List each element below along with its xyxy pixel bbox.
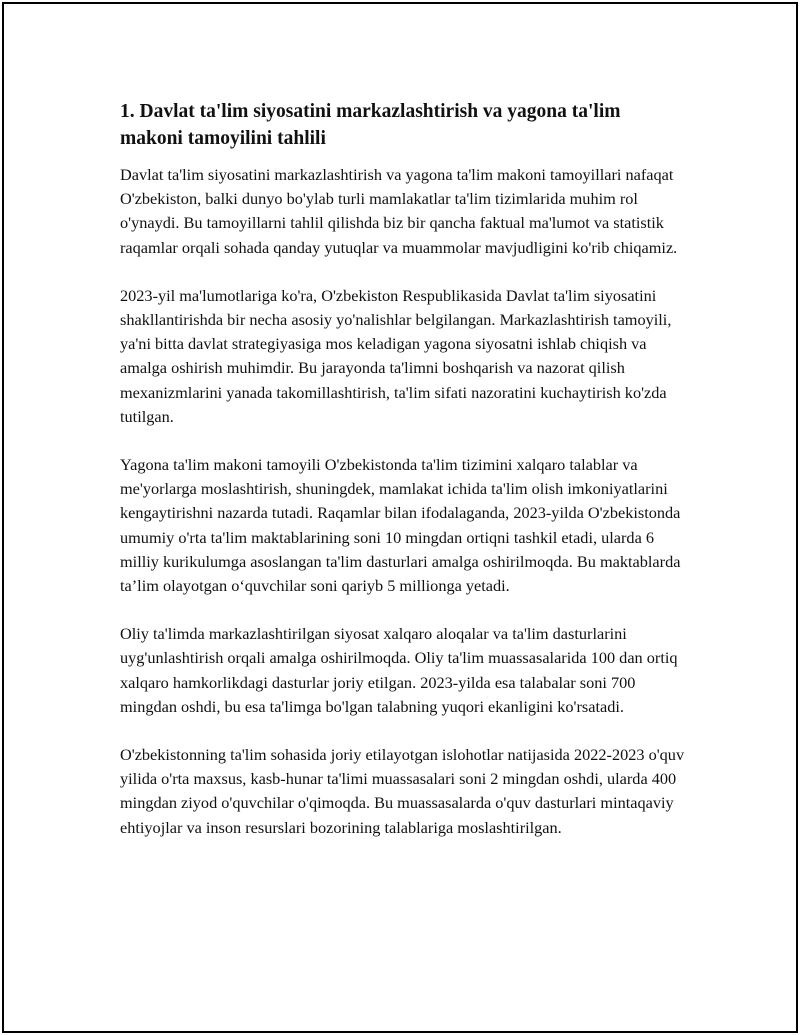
section-heading: 1. Davlat ta'lim siyosatini markazlashtirish va yagona ta'lim makoni tamoyilini tahlili <box>120 101 621 149</box>
page-frame <box>2 2 798 1033</box>
document-body <box>120 98 688 864</box>
paragraph-higher-education: Oliy ta'limda markazlashtirilgan siyosat xalqaro aloqalar va ta'lim dasturlarini uyg'unlashtirish orqali amalga oshirilmoqda. Oliy ta'lim muassasalarida 100 dan ortiq xalqaro hamkorlikdagi dasturlar joriy etilgan. 2023-yilda esa talabalar soni 700 mingdan oshdi, bu esa ta'limga bo'lgan talabning yuqori ekanligini ko'rsatadi. <box>120 624 678 716</box>
paragraph-intro: Davlat ta'lim siyosatini markazlashtirish va yagona ta'lim makoni tamoyillari nafaqat O'zbekiston, balki dunyo bo'ylab turli mamlakatlar ta'lim tizimlarida muhim rol o'ynaydi. Bu tamoyillarni tahlil qilishda biz bir qancha faktual ma'lumot va statistik raqamlar orqali sohada qanday yutuqlar va muammolar mavjudligini ko'rib chiqamiz. <box>120 165 678 257</box>
paragraph-vocational-reforms: O'zbekistonning ta'lim sohasida joriy etilayotgan islohotlar natijasida 2022-2023 o'quv yilida o'rta maxsus, kasb-hunar ta'limi muassasalari soni 2 mingdan oshdi, ularda 400 mingdan ziyod o'quvchilar o'qimoqda. Bu muassasalarda o'quv dasturlari mintaqaviy ehtiyojlar va inson resurslari bozorining talablariga moslashtirilgan. <box>120 745 685 837</box>
paragraph-centralization: 2023-yil ma'lumotlariga ko'ra, O'zbekiston Respublikasida Davlat ta'lim siyosatini shakllantirishda bir necha asosiy yo'nalishlar belgilangan. Markazlashtirish tamoyili, ya'ni bitta davlat strategiyasiga mos keladigan yagona siyosatni ishlab chiqish va amalga oshirish muhimdir. Bu jarayonda ta'limni boshqarish va nazorat qilish mexanizmlarini yanada takomillashtirish, ta'lim sifati nazoratini kuchaytirish ko'zda tutilgan. <box>120 285 672 426</box>
paragraph-unified-space: Yagona ta'lim makoni tamoyili O'zbekistonda ta'lim tizimini xalqaro talablar va me'yorlarga moslashtirish, shuningdek, mamlakat ichida ta'lim olish imkoniyatlarini kengaytirishni nazarda tutadi. Raqamlar bilan ifodalaganda, 2023-yilda O'zbekistonda umumiy o'rta ta'lim maktablarining soni 10 mingdan ortiqni tashkil etadi, ularda 6 milliy kurikulumga asoslangan ta'lim dasturlari amalga oshirilmoqda. Bu maktablarda ta’lim olayotgan o‘quvchilar soni qariyb 5 millionga yetadi. <box>120 455 681 596</box>
